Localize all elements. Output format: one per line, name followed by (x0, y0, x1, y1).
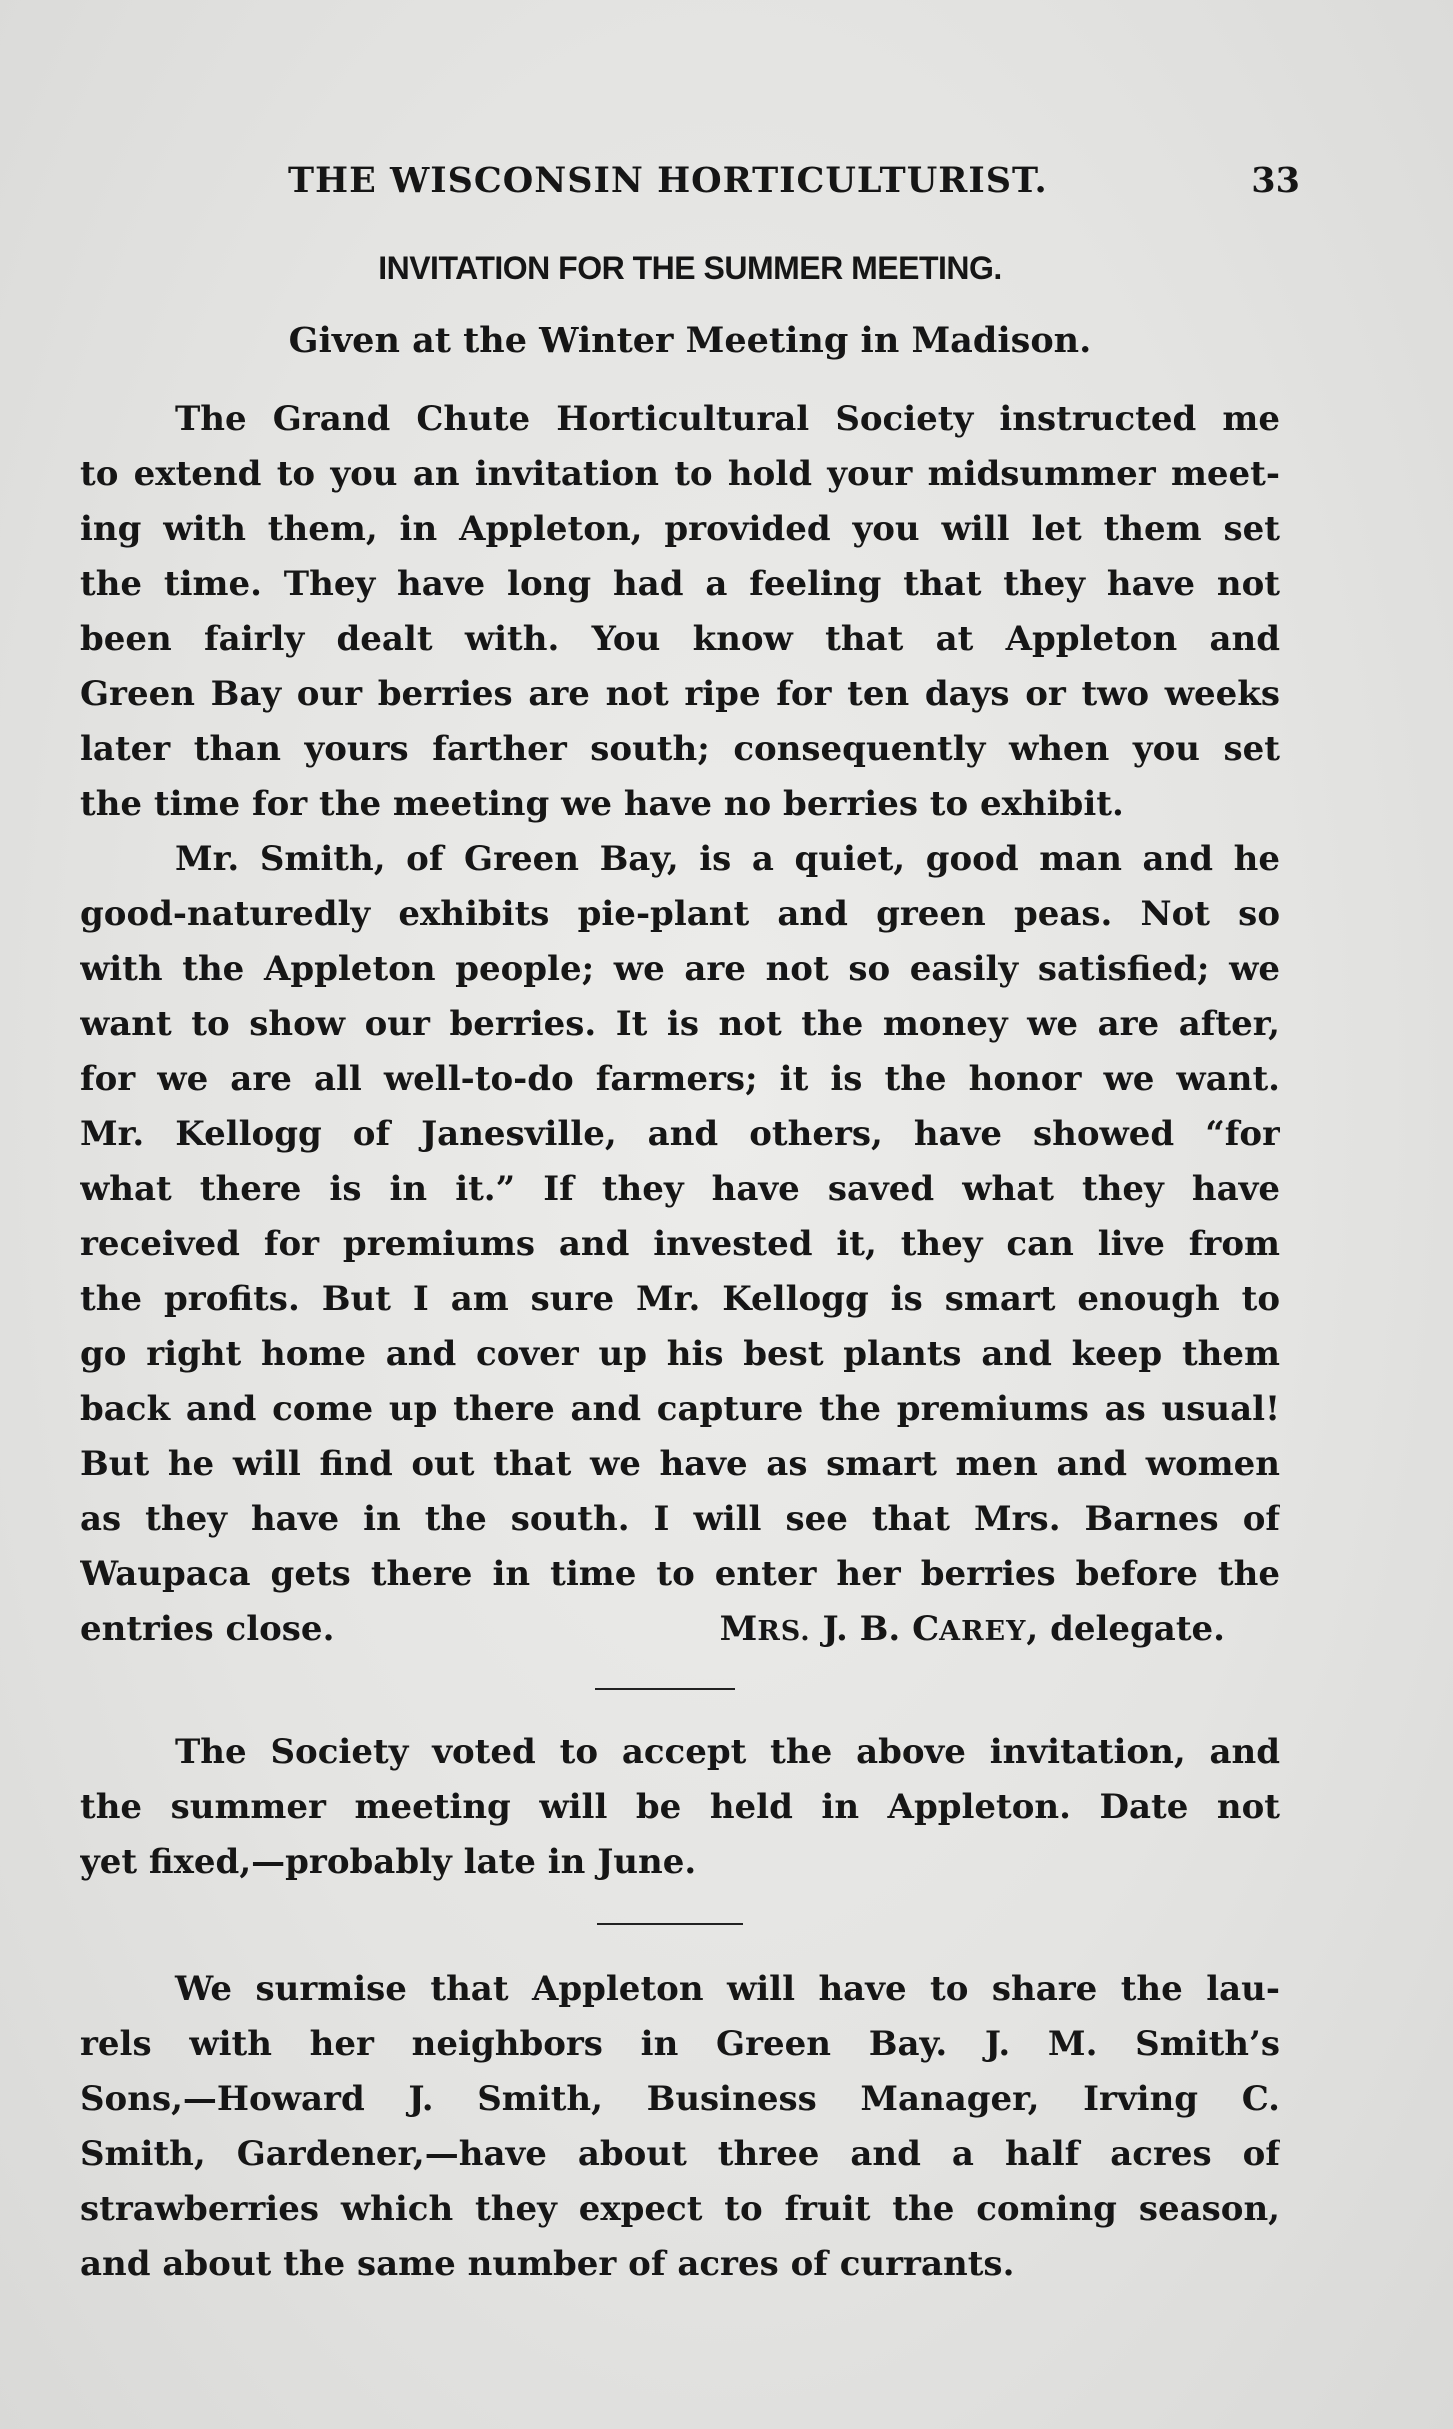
signature-prefix-initial: M (719, 1609, 758, 1649)
journal-title: THE WISCONSIN HORTICULTURIST. (288, 160, 1048, 201)
text-line: to extend to you an invitation to hold your midsummer meet- (80, 454, 1280, 494)
text-line: Sons,—Howard J. Smith, Business Manager, Irving C. (80, 2079, 1280, 2119)
signature (720, 1602, 1280, 1657)
text-line: back and come up there and capture the premiums as usual! (80, 1389, 1280, 1429)
text-line: rels with her neighbors in Green Bay. J. M. Smith’s (80, 2024, 1280, 2064)
text-line: Mr. Kellogg of Janesville, and others, have showed “for (80, 1114, 1280, 1154)
page-number: 33 (1251, 160, 1300, 201)
signature-line (80, 1602, 1280, 1657)
article-title: INVITATION FOR THE SUMMER MEETING. (378, 250, 1002, 286)
society-note (80, 1725, 1280, 1890)
text-line: what there is in it.” If they have saved what they have (80, 1169, 1280, 1209)
text-line: received for premiums and invested it, they can live from (80, 1224, 1280, 1264)
text-line: Green Bay our berries are not ripe for ten days or two weeks (80, 674, 1280, 714)
letter-body (80, 392, 1280, 1657)
section-divider (597, 1923, 743, 1925)
text-line: been fairly dealt with. You know that at Appleton and (80, 619, 1280, 659)
editorial-note (80, 1962, 1280, 2292)
text-line: go right home and cover up his best plants and keep them (80, 1334, 1280, 1374)
text-line: Mr. Smith, of Green Bay, is a quiet, good man and he (175, 839, 1280, 879)
text-line: for we are all well-to-do farmers; it is the honor we want. (80, 1059, 1280, 1099)
text-line: yet fixed,—probably late in June. (80, 1842, 697, 1882)
text-line: the time for the meeting we have no berries to exhibit. (80, 784, 1124, 824)
section-divider (595, 1688, 735, 1690)
text-line: strawberries which they expect to fruit the coming season, (80, 2189, 1280, 2229)
signature-suffix: , delegate. (1026, 1609, 1225, 1649)
text-line: the summer meeting will be held in Appleton. Date not (80, 1787, 1280, 1827)
signature-prefix-rest: RS. (757, 1616, 811, 1647)
text-line: the time. They have long had a feeling that they have not (80, 564, 1280, 604)
text-line: But he will find out that we have as smart men and women (80, 1444, 1280, 1484)
text-line: with the Appleton people; we are not so easily satisfied; we (80, 949, 1280, 989)
text-line: Smith, Gardener,—have about three and a half acres of (80, 2134, 1280, 2174)
text-line: and about the same number of acres of currants. (80, 2244, 1015, 2284)
text-line: want to show our berries. It is not the money we are after, (80, 1004, 1280, 1044)
running-head (80, 160, 1300, 208)
closing-text: entries close. (80, 1609, 335, 1649)
text-line: later than yours farther south; consequently when you set (80, 729, 1280, 769)
text-line: Waupaca gets there in time to enter her berries before the (80, 1554, 1280, 1594)
text-line: as they have in the south. I will see that Mrs. Barnes of (80, 1499, 1280, 1539)
text-line: the profits. But I am sure Mr. Kellogg is smart enough to (80, 1279, 1280, 1319)
text-line: The Grand Chute Horticultural Society instructed me (175, 399, 1280, 439)
signature-surname-initial: C (912, 1609, 940, 1649)
text-line: The Society voted to accept the above invitation, and (175, 1732, 1280, 1772)
text-line: ing with them, in Appleton, provided you will let them set (80, 509, 1280, 549)
article-subtitle: Given at the Winter Meeting in Madison. (288, 320, 1092, 361)
text-line: We surmise that Appleton will have to share the lau- (175, 1969, 1280, 2009)
text-line: good-naturedly exhibits pie-plant and green peas. Not so (80, 894, 1280, 934)
signature-surname-rest: AREY (939, 1616, 1027, 1647)
signature-initials: J. B. (822, 1609, 901, 1649)
